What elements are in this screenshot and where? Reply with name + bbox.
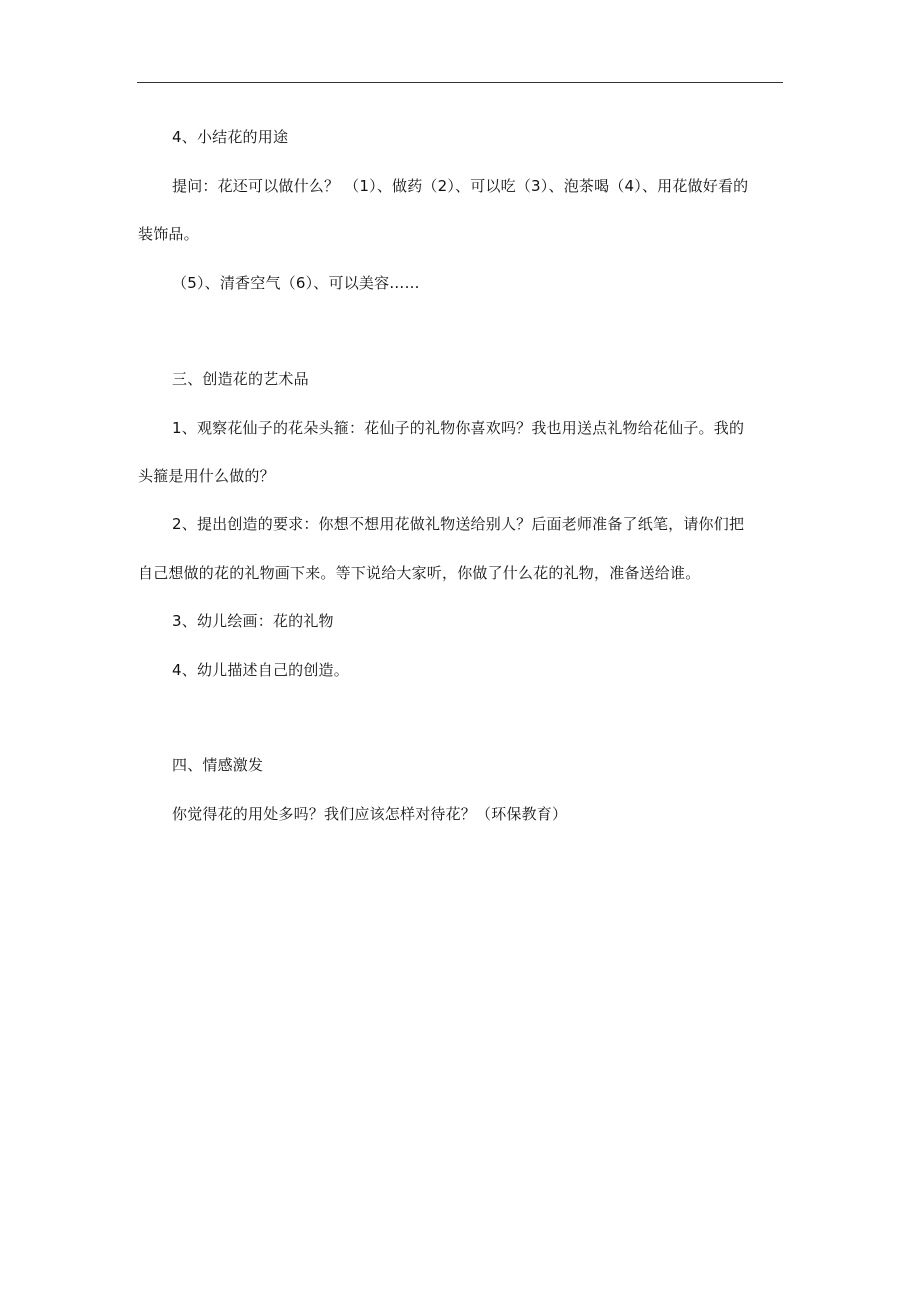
create-item-1-line-2: 头箍是用什么做的？	[138, 467, 275, 485]
create-item-2-line-2: 自己想做的花的礼物画下来。等下说给大家听，你做了什么花的礼物，准备送给谁。	[138, 564, 701, 582]
create-item-3: 3、幼儿绘画：花的礼物	[172, 612, 334, 630]
section-heading-create-art: 三、创造花的艺术品	[172, 370, 309, 388]
emotion-question: 你觉得花的用处多吗？我们应该怎样对待花？（环保教育）	[172, 805, 568, 823]
section-heading-emotion: 四、情感激发	[172, 756, 264, 774]
question-line-3: （5）、清香空气（6）、可以美容……	[172, 274, 420, 292]
create-item-1-line-1: 1、观察花仙子的花朵头箍：花仙子的礼物你喜欢吗？我也用送点礼物给花仙子。我的	[172, 419, 745, 437]
header-rule	[137, 82, 783, 83]
create-item-4: 4、幼儿描述自己的创造。	[172, 661, 349, 679]
question-line-1: 提问：花还可以做什么？ （1）、做药（2）、可以吃（3）、泡茶喝（4）、用花做好看的	[172, 177, 749, 195]
subsection-heading-uses: 4、小结花的用途	[172, 128, 289, 146]
create-item-2-line-1: 2、提出创造的要求：你想不想用花做礼物送给别人？后面老师准备了纸笔，请你们把	[172, 515, 745, 533]
question-line-2: 装饰品。	[138, 225, 199, 243]
